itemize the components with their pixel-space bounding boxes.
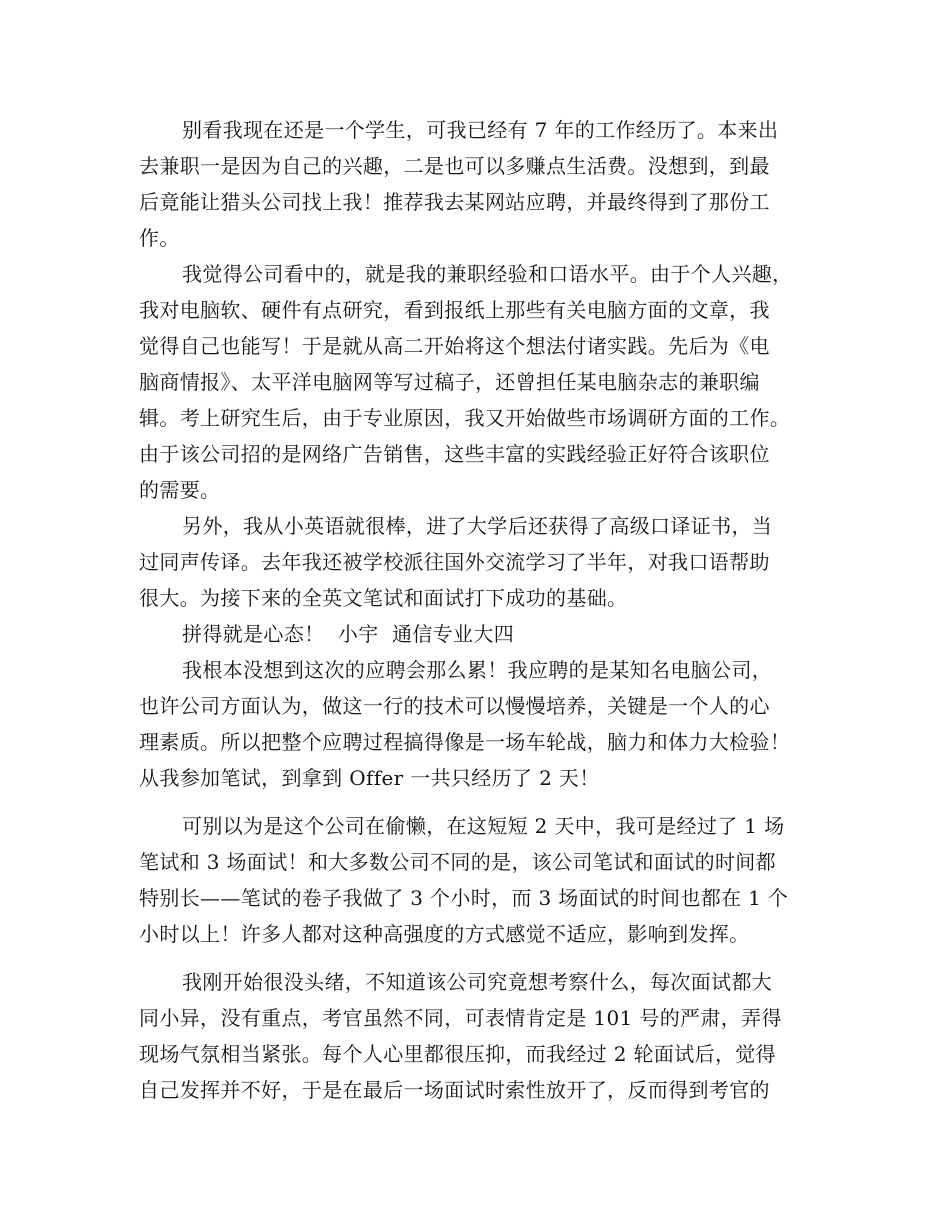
paragraph-line: 辑。考上研究生后，由于专业原因，我又开始做些市场调研方面的工作。 <box>139 406 791 430</box>
paragraph-line: 同小异，没有重点，考官虽然不同，可表情肯定是 101 号的严肃，弄得 <box>139 1006 782 1030</box>
paragraph-line: 也许公司方面认为，做这一行的技术可以慢慢培养，关键是一个人的心 <box>139 694 770 718</box>
paragraph-line: 我对电脑软、硬件有点研究，看到报纸上那些有关电脑方面的文章，我 <box>139 298 770 322</box>
paragraph-line: 脑商情报》、太平洋电脑网等写过稿子，还曾担任某电脑杂志的兼职编 <box>139 370 760 394</box>
paragraph-line: 自己发挥并不好，于是在最后一场面试时索性放开了，反而得到考官的 <box>139 1078 770 1102</box>
paragraph-line: 笔试和 3 场面试！和大多数公司不同的是，该公司笔试和面试的时间都 <box>139 850 776 874</box>
paragraph-line: 特别长——笔试的卷子我做了 3 个小时，而 3 场面试的时间也都在 1 个 <box>139 886 789 910</box>
paragraph-line: 可别以为是这个公司在偷懒，在这短短 2 天中，我可是经过了 1 场 <box>182 814 785 838</box>
paragraph-line: 现场气氛相当紧张。每个人心里都很压抑，而我经过 2 轮面试后，觉得 <box>139 1042 776 1066</box>
paragraph-line: 我觉得公司看中的，就是我的兼职经验和口语水平。由于个人兴趣， <box>182 262 793 286</box>
paragraph-line: 后竟能让猎头公司找上我！推荐我去某网站应聘，并最终得到了那份工 <box>139 190 770 214</box>
paragraph-line: 很大。为接下来的全英文笔试和面试打下成功的基础。 <box>139 586 628 610</box>
paragraph-line: 的需要。 <box>139 478 221 502</box>
paragraph-line: 由于该公司招的是网络广告销售，这些丰富的实践经验正好符合该职位 <box>139 442 770 466</box>
paragraph-line: 去兼职一是因为自己的兴趣，二是也可以多赚点生活费。没想到，到最 <box>139 154 770 178</box>
paragraph-line: 理素质。所以把整个应聘过程搞得像是一场车轮战，脑力和体力大检验！ <box>139 730 791 754</box>
paragraph-line: 从我参加笔试，到拿到 Offer 一共只经历了 2 天！ <box>139 766 600 790</box>
paragraph-line: 我根本没想到这次的应聘会那么累！我应聘的是某知名电脑公司， <box>182 658 773 682</box>
paragraph-line: 另外，我从小英语就很棒，进了大学后还获得了高级口译证书，当 <box>182 514 773 538</box>
paragraph-line: 别看我现在还是一个学生，可我已经有 7 年的工作经历了。本来出 <box>182 118 779 142</box>
paragraph-line: 作。 <box>139 226 180 250</box>
paragraph-line: 过同声传译。去年我还被学校派往国外交流学习了半年，对我口语帮助 <box>139 550 770 574</box>
section-heading: 拼得就是心态！ 小宇 通信专业大四 <box>182 622 515 646</box>
paragraph-line: 小时以上！许多人都对这种高强度的方式感觉不适应，影响到发挥。 <box>139 922 750 946</box>
paragraph-line: 我刚开始很没头绪，不知道该公司究竟想考察什么，每次面试都大 <box>182 970 773 994</box>
paragraph-line: 觉得自己也能写！于是就从高二开始将这个想法付诸实践。先后为《电 <box>139 334 770 358</box>
